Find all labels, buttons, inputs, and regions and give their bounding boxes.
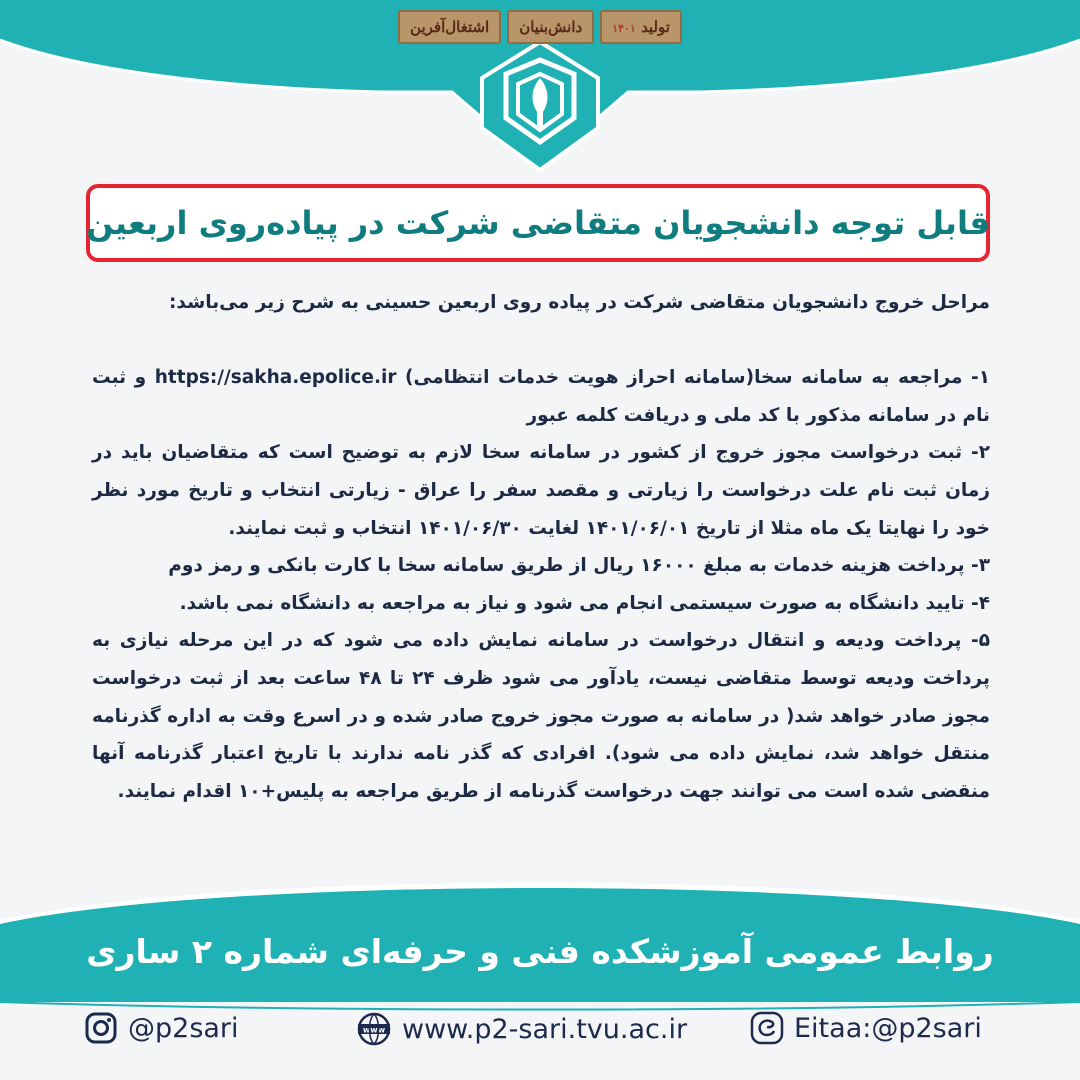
- eitaa-contact[interactable]: [750, 1011, 982, 1045]
- slogan-job-creating: اشتغال‌آفرین: [398, 10, 501, 44]
- step-5: ۵- پرداخت ودیعه و انتقال درخواست در سامانه نمایش داده می شود که در این مرحله نیازی به پرداخت ودیعه توسط متقاضی نیست، یادآور می شود ظرف ۲۴ تا ۴۸ ساعت بعد از ثبت درخواست مجوز صادر خواهد شد( در سامانه به صورت مجوز خروج صادر شده و در اسرع وقت به اداره گذرنامه منتقل خواهد شد، نمایش داده می شود). افرادی که گذر نامه ندارند با تاریخ اعتبار گذرنامه آنها منقضی شده است می توانند جهت درخواست گذرنامه از طریق مراجعه به پلیس+۱۰ اقدام نمایند.: [92, 630, 990, 802]
- svg-text:www: www: [362, 1025, 386, 1035]
- tvu-logo-icon: [500, 56, 580, 146]
- globe-www-icon: [356, 1011, 392, 1047]
- header-slogans: [0, 10, 1080, 44]
- contact-bar: [0, 1011, 1080, 1061]
- website-contact[interactable]: [356, 1011, 687, 1047]
- announcement-body: [92, 284, 990, 810]
- eitaa-icon: [750, 1011, 784, 1045]
- step-4: ۴- تایید دانشگاه به صورت سیستمی انجام می شود و نیاز به مراجعه به دانشگاه نمی باشد.: [179, 592, 990, 614]
- footer-title: روابط عمومی آموزشکده فنی و حرفه‌ای شماره ۲ ساری: [86, 932, 994, 971]
- slogan-knowledge-based: دانش‌بنیان: [507, 10, 594, 44]
- instagram-contact[interactable]: [84, 1011, 239, 1045]
- eitaa-handle: Eitaa:@p2sari: [794, 1012, 982, 1044]
- step-2: ۲- ثبت درخواست مجوز خروج از کشور در سامانه سخا لازم به توضیح است که متقاضیان باید در زمان ثبت نام علت درخواست را زیارتی و مقصد سفر را عراق - زیارتی انتخاب و تاریخ مورد نظر خود را نهایتا یک ماه مثلا از تاریخ ۱۴۰۱/۰۶/۰۱ لغایت ۱۴۰۱/۰۶/۳۰ انتخاب و ثبت نمایند.: [92, 442, 990, 539]
- intro-text: مراحل خروج دانشجویان متقاضی شرکت در پیاده روی اربعین حسینی به شرح زیر می‌باشد:: [169, 292, 990, 313]
- page-title: قابل توجه دانشجویان متقاضی شرکت در پیاده‌روی اربعین: [86, 204, 990, 242]
- sakha-link[interactable]: https://sakha.epolice.ir: [154, 367, 397, 389]
- step-1: ۱- مراجعه به سامانه سخا(سامانه احراز هویت خدمات انتظامی) https://sakha.epolice.ir و ثبت نام در سامانه مذکور با کد ملی و دریافت کلمه عبور: [92, 367, 990, 426]
- instagram-handle: @p2sari: [128, 1012, 239, 1044]
- slogan-production: تولید ۱۴۰۱: [600, 10, 682, 44]
- instagram-icon: [84, 1011, 118, 1045]
- title-box: [86, 184, 990, 262]
- website-url: www.p2-sari.tvu.ac.ir: [402, 1013, 688, 1045]
- step-3: ۳- پرداخت هزینه خدمات به مبلغ ۱۶۰۰۰ ریال از طریق سامانه سخا با کارت بانکی و رمز دوم: [168, 555, 990, 577]
